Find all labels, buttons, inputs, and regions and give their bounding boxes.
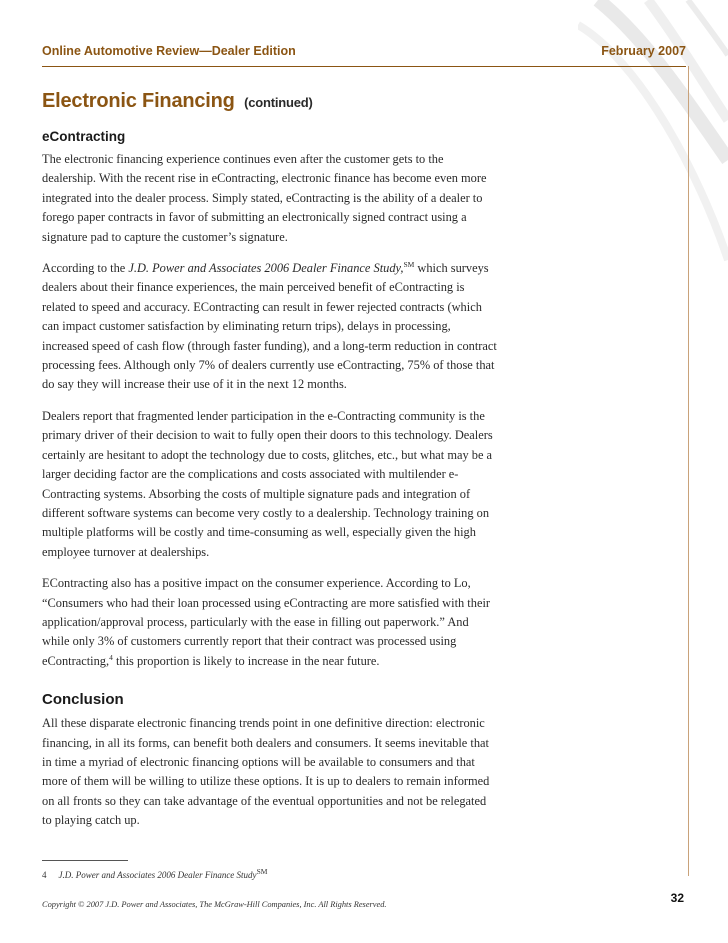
paragraph-econtracting-1: The electronic financing experience continues even after the customer gets to the dealership. With the recent rise in eContracting, electronic finance has become even more integrated into the dealer process. Simply stated, eContracting is the ability of a dealer to forego paper contracts in favor of submitting an electronically signed contract using a signature pad to capture the customer’s signature. — [42, 152, 487, 244]
paragraph-econtracting-3: Dealers report that fragmented lender participation in the e-Contracting community is the primary driver of their decision to wait to fully open their doors to this technology. Dealers certainly are hesitant to adopt the technology due to costs, glitches, etc., but what may be a larger deciding factor are the complications and costs associated with multilender e-Contracting systems. Absorbing the costs of multiple signature pads and integration of different software systems can become very costly to a dealership. Technology training on multiple platforms will be costly and time-consuming as well, especially given the high employee turnover at dealerships. — [42, 408, 493, 559]
footnote-service-mark: SM — [256, 867, 268, 876]
copyright-notice: Copyright © 2007 J.D. Power and Associates, The McGraw-Hill Companies, Inc. All Rights Reserved. — [42, 900, 387, 909]
page-number: 32 — [670, 891, 684, 905]
footnote-divider — [42, 860, 128, 861]
decorative-curves-graphic — [578, 0, 728, 280]
p4-before: EContracting also has a positive impact on the consumer experience. According to Lo, “Consumers who had their loan processed using eContracting are more satisfied with their application/approval process, particularly with the ease in filling out paperwork.” And while only 3% of customers currently report that their contract was processed using eContracting, — [42, 576, 491, 668]
article-body — [42, 90, 498, 843]
p2-before: According to the — [42, 261, 129, 276]
right-margin-rule — [688, 66, 689, 876]
paragraph-econtracting-2 — [42, 259, 498, 395]
page-title — [42, 90, 498, 113]
footnote — [42, 867, 268, 880]
paragraph-econtracting-4 — [42, 574, 498, 671]
footnote-reference: 4 — [109, 652, 113, 662]
publication-date: February 2007 — [601, 44, 686, 58]
study-title: J.D. Power and Associates 2006 Dealer Finance Study, — [128, 261, 404, 276]
service-mark: SM — [403, 259, 415, 269]
publication-title: Online Automotive Review—Dealer Edition — [42, 44, 296, 58]
p4-after: this proportion is likely to increase in the near future. — [112, 653, 380, 668]
header-divider — [42, 66, 686, 67]
p2-after: which surveys dealers about their finance experiences, the main perceived benefit of eContracting is related to speed and accuracy. EContracting can result in fewer rejected contracts (which can impact customer satisfaction by eliminating return trips), delays in processing, increased speed of cash flow (through faster funding), and a long-term reduction in contract processing fees. Although only 7% of dealers currently use eContracting, 75% of those that do say they will increase their use of it in the next 12 months. — [42, 261, 497, 392]
section-heading-econtracting: eContracting — [42, 129, 126, 144]
page-title-main: Electronic Financing — [42, 90, 235, 112]
paragraph-conclusion-1: All these disparate electronic financing trends point in one definitive direction: electronic financing, in all its forms, can benefit both dealers and consumers. It seems inevitable that in time a myriad of electronic financing options will be available to consumers and that more of them will be willing to utilize these options. It is up to dealers to remain informed on all fronts so they can take advantage of the eventual opportunities and not be relegated to playing catch up. — [42, 716, 490, 828]
footnote-text: J.D. Power and Associates 2006 Dealer Finance Study — [58, 870, 257, 880]
section-heading-conclusion: Conclusion — [42, 691, 124, 709]
page-title-continued: (continued) — [244, 95, 313, 110]
footnote-number: 4 — [42, 870, 47, 880]
